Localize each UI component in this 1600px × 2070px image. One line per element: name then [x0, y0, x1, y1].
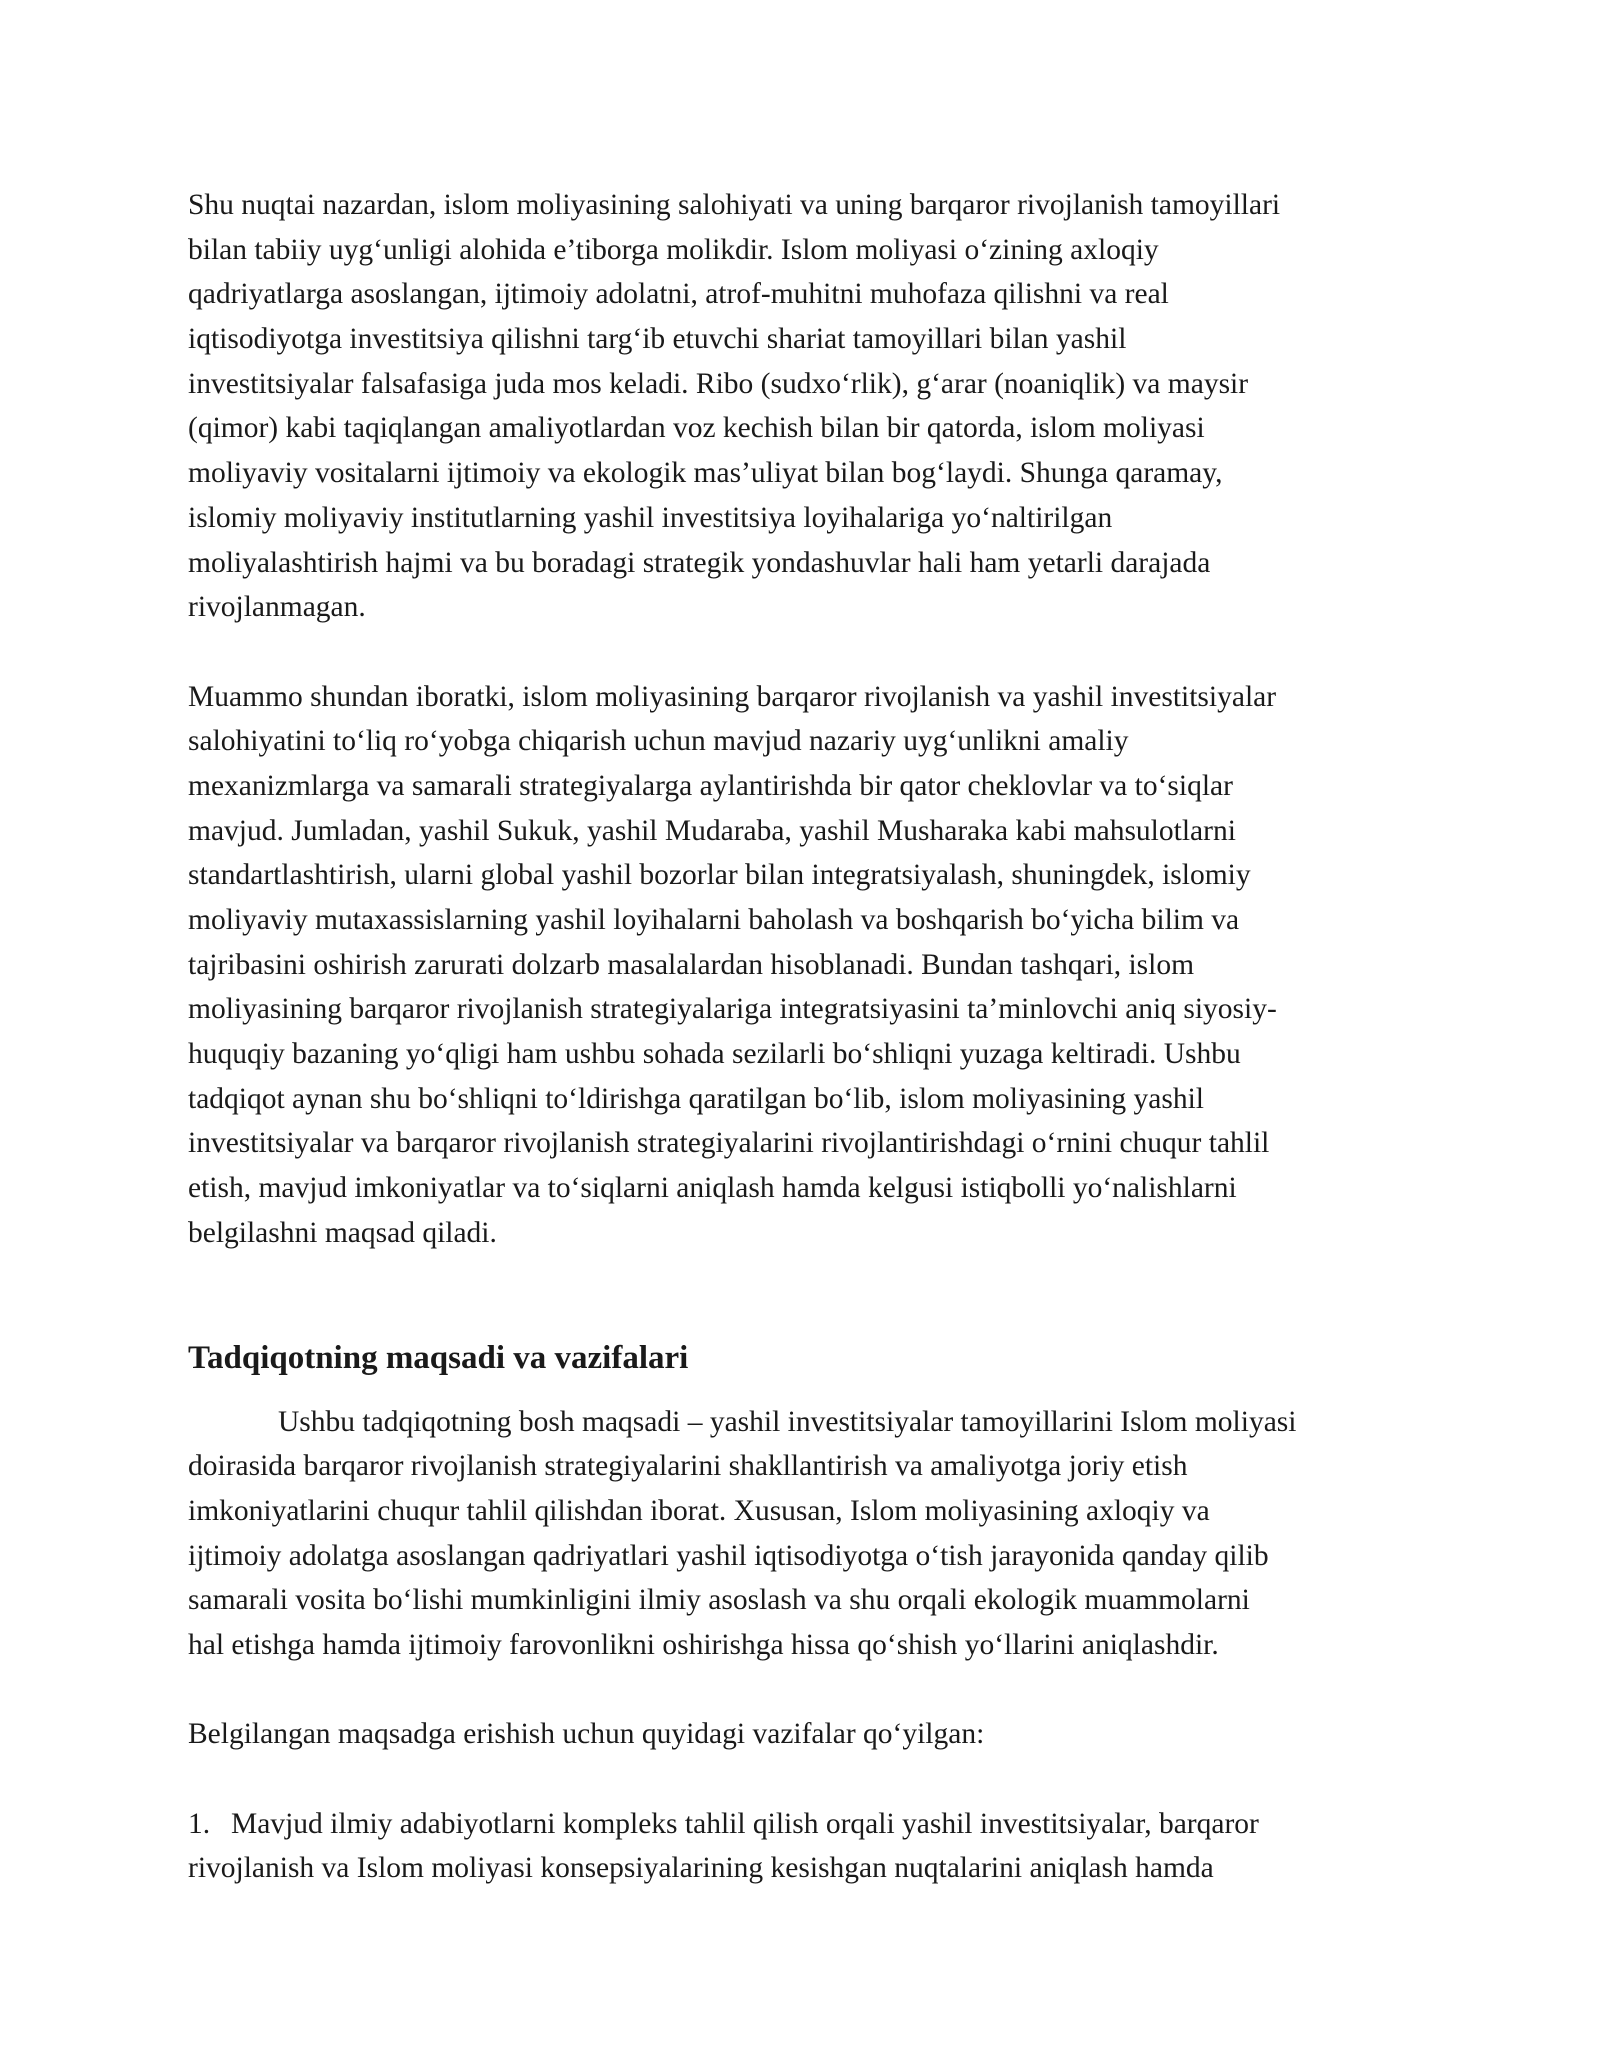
list-item: [188, 1802, 1450, 1891]
list-item-number: 1.: [188, 1807, 211, 1840]
text-line: tadqiqot aynan shu bo‘shliqni to‘ldirishga qaratilgan bo‘lib, islom moliyasining yashil: [188, 1082, 1204, 1115]
section-spacer: [188, 1256, 1450, 1336]
text-line: moliyaviy vositalarni ijtimoiy va ekologik mas’uliyat bilan bog‘laydi. Shunga qaramay,: [188, 457, 1223, 490]
text-line: tajribasini oshirish zarurati dolzarb masalalardan hisoblanadi. Bundan tashqari, islom: [188, 948, 1195, 981]
text-line: islomiy moliyaviy institutlarning yashil investitsiya loyihalariga yo‘naltirilgan: [188, 501, 1113, 534]
paragraph-research-goal: [188, 1400, 1450, 1668]
text-line: qadriyatlarga asoslangan, ijtimoiy adolatni, atrof-muhitni muhofaza qilishni va real: [188, 278, 1169, 311]
list-item-first-line: [188, 1802, 1450, 1847]
paragraph-spacer: [188, 1757, 1450, 1802]
text-line: etish, mavjud imkoniyatlar va to‘siqlarni aniqlash hamda kelgusi istiqbolli yo‘nalishlarni: [188, 1172, 1237, 1205]
text-line: standartlashtirish, ularni global yashil bozorlar bilan integratsiyalash, shuningdek, islomiy: [188, 859, 1251, 892]
text-line: hal etishga hamda ijtimoiy farovonlikni oshirishga hissa qo‘shish yo‘llarini aniqlashdir.: [188, 1628, 1219, 1661]
text-line: ijtimoiy adolatga asoslangan qadriyatlari yashil iqtisodiyotga o‘tish jarayonida qanday qilib: [188, 1539, 1269, 1572]
text-line: Shu nuqtai nazardan, islom moliyasining salohiyati va uning barqaror rivojlanish tamoyillari: [188, 189, 1281, 221]
paragraph-spacer: [188, 630, 1450, 675]
text-line: investitsiyalar falsafasiga juda mos keladi. Ribo (sudxo‘rlik), g‘arar (noaniqlik) va maysir: [188, 367, 1249, 400]
paragraph-problem-statement: [188, 675, 1450, 1256]
paragraph-islamic-finance-potential: [188, 183, 1450, 630]
text-line: belgilashni maqsad qiladi.: [188, 1216, 497, 1249]
text-line: imkoniyatlarini chuqur tahlil qilishdan iborat. Xususan, Islom moliyasining axloqiy va: [188, 1494, 1210, 1527]
paragraph-tasks-intro: [188, 1712, 1450, 1757]
document-page: [188, 183, 1450, 1891]
section-heading: Tadqiqotning maqsadi va vazifalari: [188, 1339, 689, 1376]
heading-spacer: [188, 1380, 1450, 1400]
text-line: Belgilangan maqsadga erishish uchun quyidagi vazifalar qo‘yilgan:: [188, 1718, 985, 1751]
text-line: iqtisodiyotga investitsiya qilishni targ‘ib etuvchi shariat tamoyillari bilan yashil: [188, 323, 1127, 356]
text-line: Muammo shundan iboratki, islom moliyasining barqaror rivojlanish va yashil investitsiyalar: [188, 680, 1277, 713]
text-line: moliyasining barqaror rivojlanish strategiyalariga integratsiyasini ta’minlovchi aniq siyosiy-: [188, 993, 1277, 1026]
text-line: investitsiyalar va barqaror rivojlanish strategiyalarini rivojlantirishdagi o‘rnini chuqur tahlil: [188, 1127, 1270, 1160]
text-line: moliyaviy mutaxassislarning yashil loyihalarni baholash va boshqarish bo‘yicha bilim va: [188, 904, 1240, 936]
paragraph-spacer: [188, 1668, 1450, 1713]
text-line: Ushbu tadqiqotning bosh maqsadi – yashil investitsiyalar tamoyillarini Islom moliyasi: [278, 1405, 1297, 1438]
list-item-text: Mavjud ilmiy adabiyotlarni kompleks tahlil qilish orqali yashil investitsiyalar, barqaror: [231, 1807, 1259, 1840]
text-line: moliyalashtirish hajmi va bu boradagi strategik yondashuvlar hali ham yetarli darajada: [188, 546, 1211, 579]
text-line: rivojlanmagan.: [188, 591, 366, 624]
text-line: mexanizmlarga va samarali strategiyalarga aylantirishda bir qator cheklovlar va to‘siqlar: [188, 769, 1233, 802]
text-line: huquqiy bazaning yo‘qligi ham ushbu sohada sezilarli bo‘shliqni yuzaga keltiradi. Ushbu: [188, 1038, 1241, 1071]
text-line: samarali vosita bo‘lishi mumkinligini ilmiy asoslash va shu orqali ekologik muammolarni: [188, 1584, 1250, 1617]
text-line: (qimor) kabi taqiqlangan amaliyotlardan voz kechish bilan bir qatorda, islom moliyasi: [188, 412, 1205, 445]
text-line: rivojlanish va Islom moliyasi konsepsiyalarining kesishgan nuqtalarini aniqlash hamda: [188, 1852, 1214, 1885]
text-line: salohiyatini to‘liq ro‘yobga chiqarish uchun mavjud nazariy uyg‘unlikni amaliy: [188, 725, 1129, 758]
text-line: doirasida barqaror rivojlanish strategiyalarini shakllantirish va amaliyotga joriy etish: [188, 1450, 1188, 1483]
text-line: bilan tabiiy uyg‘unligi alohida e’tiborga molikdir. Islom moliyasi o‘zining axloqiy: [188, 233, 1159, 266]
text-line: mavjud. Jumladan, yashil Sukuk, yashil Mudaraba, yashil Musharaka kabi mahsulotlarni: [188, 814, 1236, 847]
